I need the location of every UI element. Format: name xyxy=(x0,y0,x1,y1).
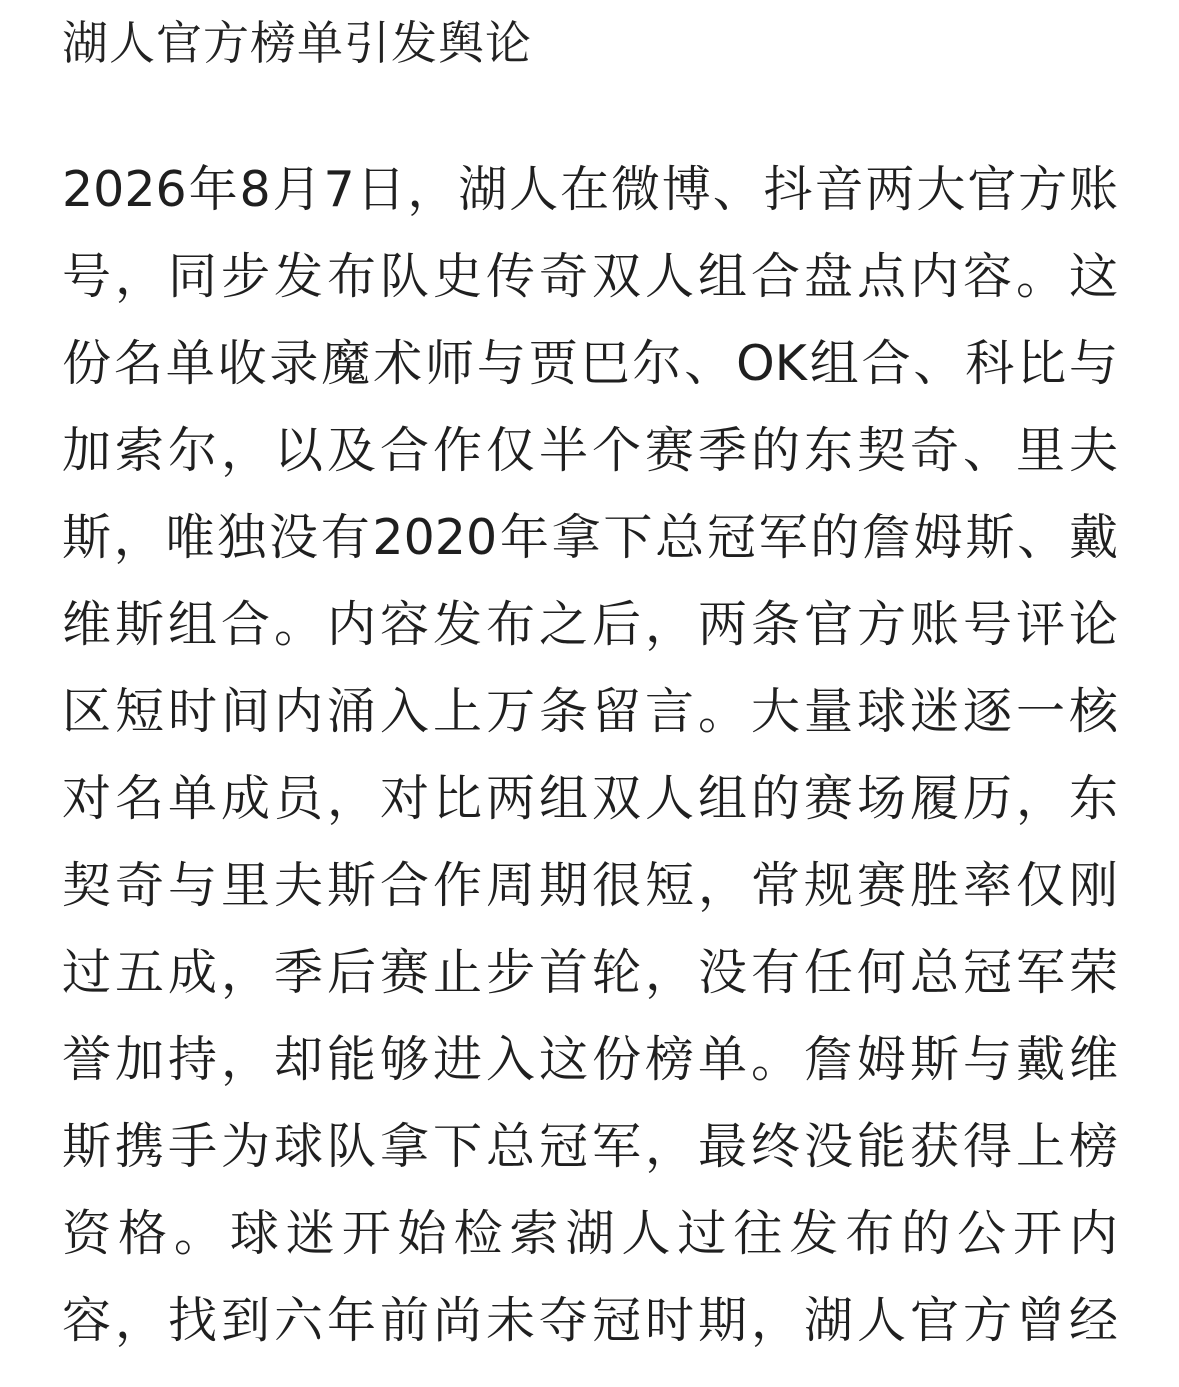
body-line: 斯携手为球队拿下总冠军，最终没能获得上榜 xyxy=(62,1118,1118,1175)
article-body xyxy=(62,146,1118,1364)
article-title: 湖人官方榜单引发舆论 xyxy=(62,16,532,70)
body-line: 容，找到六年前尚未夺冠时期，湖人官方曾经 xyxy=(62,1292,1118,1349)
body-line: 过五成，季后赛止步首轮，没有任何总冠军荣 xyxy=(62,944,1118,1001)
body-line: 2026年8月7日，湖人在微博、抖音两大官方账 xyxy=(62,161,1118,218)
body-line: 资格。球迷开始检索湖人过往发布的公开内 xyxy=(62,1205,1118,1262)
article xyxy=(62,0,1118,1349)
body-line: 号，同步发布队史传奇双人组合盘点内容。这 xyxy=(62,248,1118,305)
body-line: 契奇与里夫斯合作周期很短，常规赛胜率仅刚 xyxy=(62,857,1118,914)
body-line: 维斯组合。内容发布之后，两条官方账号评论 xyxy=(62,596,1118,653)
body-line: 加索尔，以及合作仅半个赛季的东契奇、里夫 xyxy=(62,422,1118,479)
body-line: 誉加持，却能够进入这份榜单。詹姆斯与戴维 xyxy=(62,1031,1118,1088)
body-line: 份名单收录魔术师与贾巴尔、OK组合、科比与 xyxy=(62,335,1118,392)
body-line: 对名单成员，对比两组双人组的赛场履历，东 xyxy=(62,770,1118,827)
body-line: 区短时间内涌入上万条留言。大量球迷逐一核 xyxy=(62,683,1118,740)
body-line: 斯，唯独没有2020年拿下总冠军的詹姆斯、戴 xyxy=(62,509,1118,566)
